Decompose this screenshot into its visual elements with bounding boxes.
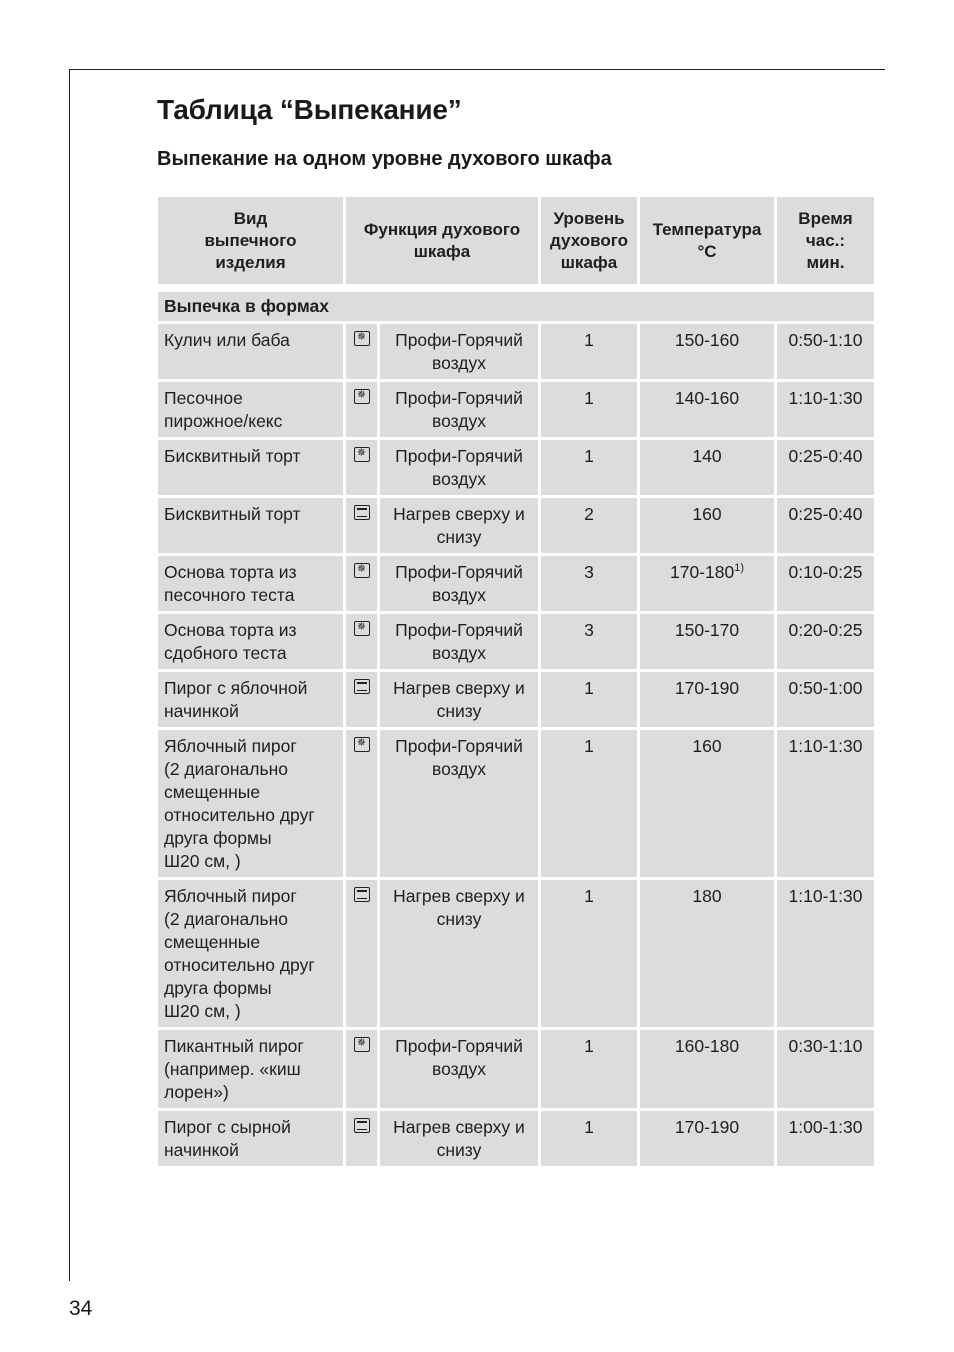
temperature-cell (640, 672, 774, 727)
text-line: час.: (805, 230, 846, 250)
temperature-value: 150-160 (674, 330, 740, 350)
text-line: Нагрев сверху и (393, 886, 525, 906)
table-row (158, 672, 874, 727)
time-cell: 0:25-0:40 (777, 440, 874, 495)
text-line: духового (550, 230, 628, 250)
text-line: шкафа (413, 241, 471, 261)
table-row (158, 1111, 874, 1166)
text-line: воздух (432, 411, 486, 431)
text-line: Нагрев сверху и (393, 504, 525, 524)
text-line: Профи-Горячий (395, 388, 523, 408)
top-bottom-heat-icon (354, 887, 370, 902)
text-line: смещенные (164, 932, 261, 952)
temperature-cell (640, 382, 774, 437)
time-cell: 0:30-1:10 (777, 1030, 874, 1108)
time-cell: 1:00-1:30 (777, 1111, 874, 1166)
section-row-label: Выпечка в формах (158, 292, 874, 321)
text-line: Профи-Горячий (395, 1036, 523, 1056)
text-line: Ш20 см, ) (164, 851, 241, 871)
function-icon-cell (346, 556, 377, 611)
temperature-cell (640, 440, 774, 495)
section-subtitle: Выпекание на одном уровне духового шкафа (157, 148, 612, 170)
function-cell (380, 1030, 538, 1108)
text-line: снизу (436, 1140, 482, 1160)
text-line: (2 диагонально (164, 909, 288, 929)
table-row (158, 1030, 874, 1108)
top-bottom-heat-icon (354, 505, 370, 520)
text-line: Бисквитный торт (164, 446, 301, 466)
text-line: °C (697, 241, 717, 261)
fan-convection-icon (354, 1037, 370, 1052)
product-cell (158, 672, 343, 727)
level-cell: 2 (541, 498, 637, 553)
product-cell (158, 614, 343, 669)
page-number: 34 (69, 1297, 93, 1320)
temperature-value: 170-180 (669, 562, 735, 582)
function-cell (380, 672, 538, 727)
function-icon-cell (346, 440, 377, 495)
product-cell (158, 1111, 343, 1166)
text-line: воздух (432, 643, 486, 663)
fan-convection-icon (354, 563, 370, 578)
level-cell: 3 (541, 614, 637, 669)
text-line: Яблочный пирог (164, 886, 297, 906)
function-icon-cell (346, 498, 377, 553)
text-line: Температура (652, 219, 762, 239)
text-line: Яблочный пирог (164, 736, 297, 756)
text-line: шкафа (560, 252, 618, 272)
fan-convection-icon (354, 389, 370, 404)
table-row (158, 498, 874, 553)
temperature-cell (640, 730, 774, 877)
text-line: воздух (432, 585, 486, 605)
text-line: Основа торта из (164, 620, 297, 640)
text-line: Нагрев сверху и (393, 678, 525, 698)
text-line: друга формы (164, 978, 272, 998)
product-cell (158, 498, 343, 553)
text-line: Функция духового (363, 219, 521, 239)
footnote-marker: 1) (734, 562, 744, 575)
time-cell: 0:20-0:25 (777, 614, 874, 669)
table-row (158, 556, 874, 611)
function-cell (380, 498, 538, 553)
text-line: Профи-Горячий (395, 330, 523, 350)
level-cell: 1 (541, 382, 637, 437)
header-level (541, 197, 637, 284)
level-cell: 1 (541, 880, 637, 1027)
text-line: начинкой (164, 701, 239, 721)
table-row (158, 440, 874, 495)
fan-convection-icon (354, 621, 370, 636)
text-line: песочного теста (164, 585, 295, 605)
temperature-value: 160-180 (674, 1036, 740, 1056)
text-line: выпечного (204, 230, 297, 250)
level-cell: 1 (541, 1030, 637, 1108)
temperature-value: 160 (692, 736, 722, 756)
time-cell: 0:50-1:10 (777, 324, 874, 379)
text-line: смещенные (164, 782, 261, 802)
function-cell (380, 1111, 538, 1166)
temperature-value: 150-170 (674, 620, 740, 640)
text-line: снизу (436, 909, 482, 929)
temperature-cell (640, 1030, 774, 1108)
text-line: Профи-Горячий (395, 562, 523, 582)
function-cell (380, 324, 538, 379)
text-line: Кулич или баба (164, 330, 290, 350)
function-cell (380, 880, 538, 1027)
time-cell: 0:10-0:25 (777, 556, 874, 611)
table-body (158, 287, 874, 1166)
text-line: Песочное (164, 388, 243, 408)
left-rule (69, 69, 70, 1281)
table-row (158, 730, 874, 877)
temperature-value: 140 (692, 446, 722, 466)
header-temperature (640, 197, 774, 284)
top-bottom-heat-icon (354, 679, 370, 694)
text-line: Бисквитный торт (164, 504, 301, 524)
text-line: Ш20 см, ) (164, 1001, 241, 1021)
top-bottom-heat-icon (354, 1118, 370, 1133)
function-cell (380, 556, 538, 611)
baking-table (155, 194, 877, 1169)
function-cell (380, 440, 538, 495)
text-line: Пирог с сырной (164, 1117, 291, 1137)
fan-convection-icon (354, 447, 370, 462)
level-cell: 3 (541, 556, 637, 611)
text-line: Уровень (553, 208, 625, 228)
text-line: Пикантный пирог (164, 1036, 304, 1056)
text-line: относительно друг (164, 955, 315, 975)
text-line: лорен») (164, 1082, 229, 1102)
table-row (158, 880, 874, 1027)
function-cell (380, 614, 538, 669)
product-cell (158, 324, 343, 379)
fan-convection-icon (354, 331, 370, 346)
product-cell (158, 440, 343, 495)
text-line: сдобного теста (164, 643, 287, 663)
temperature-cell (640, 324, 774, 379)
text-line: снизу (436, 527, 482, 547)
text-line: Профи-Горячий (395, 736, 523, 756)
text-line: Вид (233, 208, 268, 228)
text-line: воздух (432, 759, 486, 779)
text-line: начинкой (164, 1140, 239, 1160)
function-icon-cell (346, 382, 377, 437)
level-cell: 1 (541, 440, 637, 495)
header-function (346, 197, 538, 284)
time-cell: 1:10-1:30 (777, 382, 874, 437)
text-line: Профи-Горячий (395, 620, 523, 640)
level-cell: 1 (541, 730, 637, 877)
product-cell (158, 556, 343, 611)
header-time (777, 197, 874, 284)
function-icon-cell (346, 730, 377, 877)
fan-convection-icon (354, 737, 370, 752)
temperature-value: 180 (692, 886, 722, 906)
text-line: (например. «киш (164, 1059, 301, 1079)
table-row (158, 382, 874, 437)
temperature-cell (640, 498, 774, 553)
temperature-cell (640, 614, 774, 669)
text-line: снизу (436, 701, 482, 721)
text-line: изделия (215, 252, 286, 272)
text-line: Нагрев сверху и (393, 1117, 525, 1137)
text-line: (2 диагонально (164, 759, 288, 779)
function-icon-cell (346, 614, 377, 669)
text-line: Профи-Горячий (395, 446, 523, 466)
level-cell: 1 (541, 672, 637, 727)
page-title: Таблица “Выпекание” (157, 94, 462, 125)
level-cell: 1 (541, 324, 637, 379)
temperature-value: 140-160 (674, 388, 740, 408)
product-cell (158, 1030, 343, 1108)
function-icon-cell (346, 672, 377, 727)
product-cell (158, 880, 343, 1027)
top-rule (69, 69, 885, 70)
time-cell: 1:10-1:30 (777, 730, 874, 877)
text-line: Основа торта из (164, 562, 297, 582)
temperature-value: 160 (692, 504, 722, 524)
text-line: Время (798, 208, 853, 228)
text-line: Пирог с яблочной (164, 678, 308, 698)
text-line: пирожное/кекс (164, 411, 283, 431)
text-line: относительно друг (164, 805, 315, 825)
text-line: друга формы (164, 828, 272, 848)
text-line: воздух (432, 353, 486, 373)
temperature-cell (640, 1111, 774, 1166)
level-cell: 1 (541, 1111, 637, 1166)
function-cell (380, 382, 538, 437)
function-icon-cell (346, 1030, 377, 1108)
time-cell: 1:10-1:30 (777, 880, 874, 1027)
header-product (158, 197, 343, 284)
function-cell (380, 730, 538, 877)
temperature-value: 170-190 (674, 678, 740, 698)
text-line: мин. (806, 252, 845, 272)
time-cell: 0:25-0:40 (777, 498, 874, 553)
time-cell: 0:50-1:00 (777, 672, 874, 727)
temperature-cell (640, 880, 774, 1027)
function-icon-cell (346, 880, 377, 1027)
table-row (158, 324, 874, 379)
text-line: воздух (432, 1059, 486, 1079)
function-icon-cell (346, 324, 377, 379)
product-cell (158, 730, 343, 877)
product-cell (158, 382, 343, 437)
temperature-value: 170-190 (674, 1117, 740, 1137)
text-line: воздух (432, 469, 486, 489)
table-row (158, 614, 874, 669)
temperature-cell (640, 556, 774, 611)
function-icon-cell (346, 1111, 377, 1166)
